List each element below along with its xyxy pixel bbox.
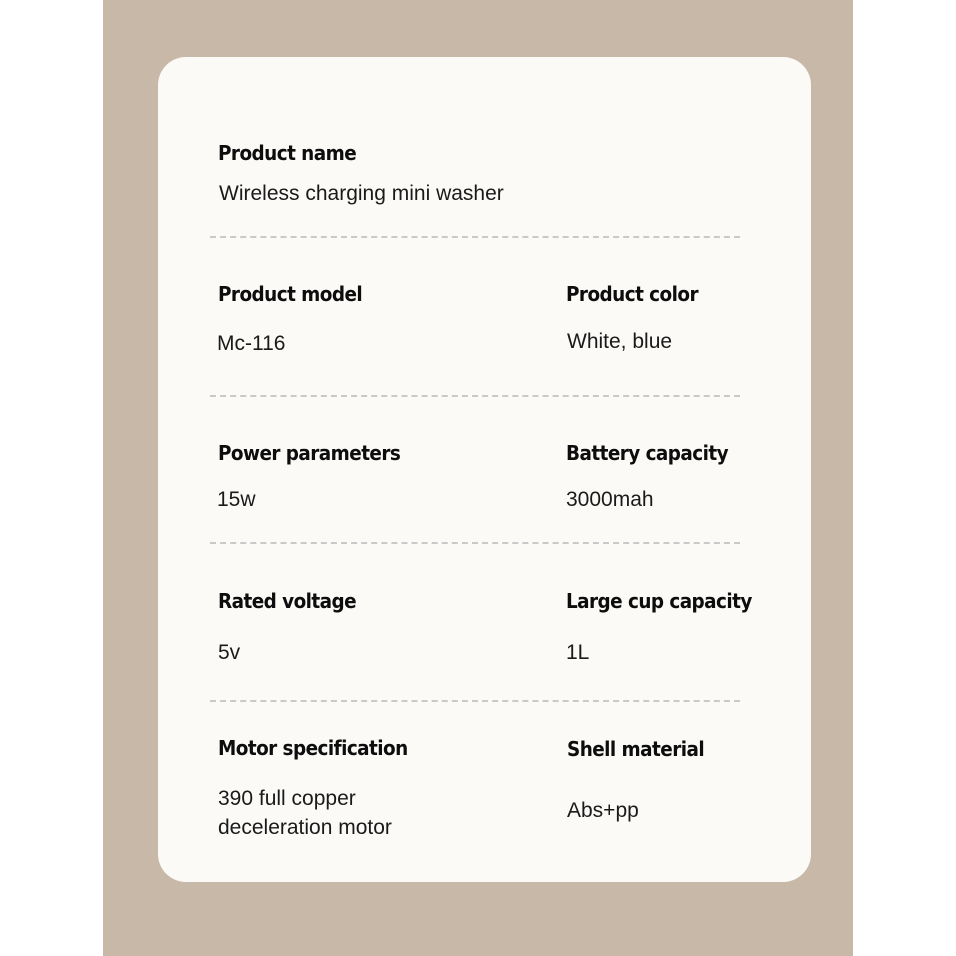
motor-specification-label: Motor specification [218, 736, 408, 760]
rated-voltage-value: 5v [218, 641, 241, 664]
divider [210, 236, 740, 238]
product-name-label: Product name [218, 141, 357, 165]
motor-specification-value-line1: 390 full copper [218, 787, 356, 810]
divider [210, 542, 740, 544]
divider [210, 700, 740, 702]
rated-voltage-label: Rated voltage [218, 589, 357, 613]
battery-capacity-value: 3000mah [566, 488, 654, 511]
product-color-value: White, blue [567, 330, 673, 353]
divider [210, 395, 740, 397]
motor-specification-value-line2: deceleration motor [218, 816, 392, 839]
power-parameters-label: Power parameters [218, 441, 401, 465]
product-model-label: Product model [218, 282, 363, 306]
shell-material-value: Abs+pp [567, 799, 639, 822]
large-cup-capacity-value: 1L [566, 641, 590, 664]
power-parameters-value: 15w [217, 488, 256, 511]
product-model-value: Mc-116 [217, 332, 286, 355]
product-color-label: Product color [566, 282, 698, 306]
large-cup-capacity-label: Large cup capacity [566, 589, 752, 613]
battery-capacity-label: Battery capacity [566, 441, 729, 465]
product-name-value: Wireless charging mini washer [219, 182, 504, 205]
shell-material-label: Shell material [567, 737, 705, 761]
